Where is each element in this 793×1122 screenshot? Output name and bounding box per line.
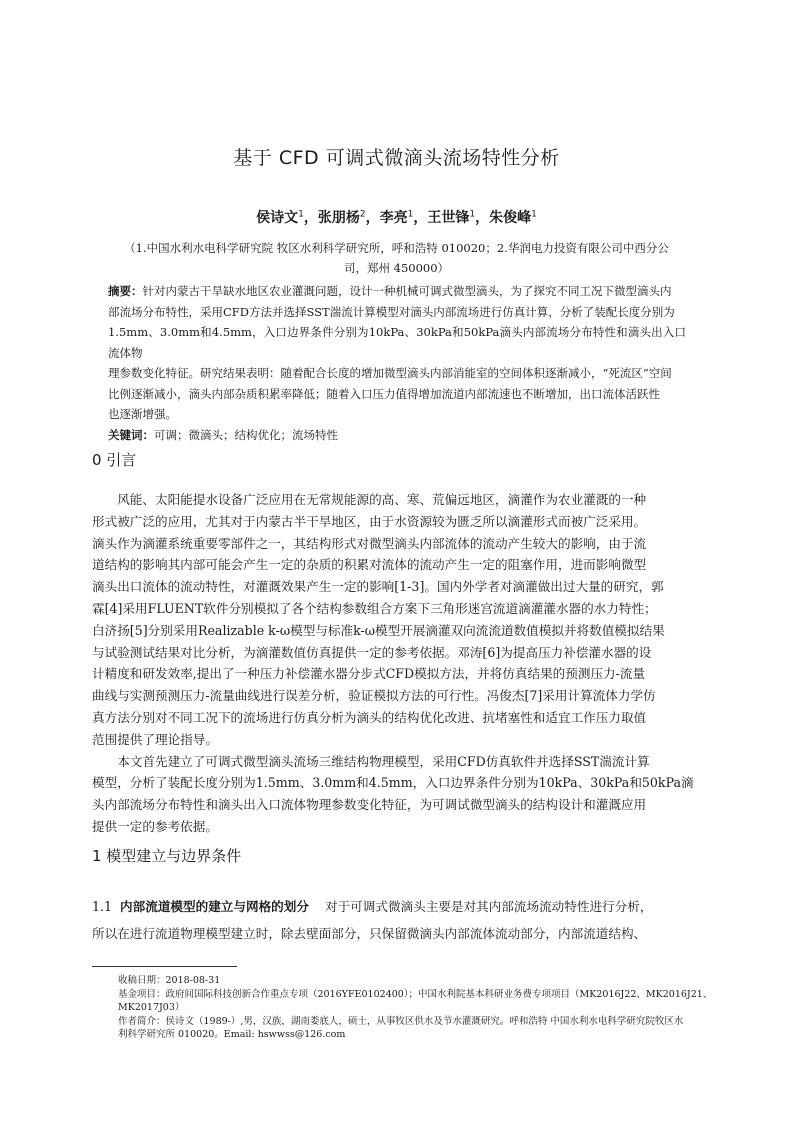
author-affiliation-mark: 1 xyxy=(298,209,304,220)
text-line: 模型，分析了装配长度分别为1.5mm、3.0mm和4.5mm，入口边界条件分别为10kPa、30kPa和50kPa滴 xyxy=(92,775,694,791)
text-line: 头内部流场分布特性和滴头出入口流体物理参数变化特征，为可调试微型滴头的结构设计和灌溉应用 xyxy=(92,797,647,813)
author-name: 侯诗文 xyxy=(256,210,299,226)
keywords-label: 关键词： xyxy=(108,427,154,442)
text-line: 提供一定的参考依据。 xyxy=(92,818,218,834)
affiliation xyxy=(110,238,683,278)
keywords-text: 可调；微滴头；结构优化；流场特性 xyxy=(154,427,338,442)
abstract-line: 1.5mm、3.0mm和4.5mm，入口边界条件分别为10kPa、30kPa和50kPa滴头内部流场分布特性和滴头出入口流体物 xyxy=(108,325,686,360)
section-heading-model: 1 模型建立与边界条件 xyxy=(92,847,242,865)
author-list: 侯诗文$^1$，张朋杨$^2$，李亮$^1$，王世锋$^1$，朱俊峰$^1$ xyxy=(256,209,537,226)
intro-paragraph-1 xyxy=(92,489,702,838)
footnote-received: 收稿日期：2018-08-31 xyxy=(118,975,221,986)
footnote-author-bio-cont: 利科学研究所 010020。Email: hswwss@126.com xyxy=(118,1029,346,1040)
abstract xyxy=(108,281,686,445)
abstract-line: 理参数变化特征。研究结果表明：随着配合长度的增加微型滴头内部消能室的空间体积逐渐减小，“死流区”空间 xyxy=(108,366,672,380)
section-heading-intro: 0 引言 xyxy=(92,451,137,469)
author-name: 朱俊峰 xyxy=(489,210,532,226)
author-name: 王世锋 xyxy=(427,210,470,226)
abstract-line: 针对内蒙古干旱缺水地区农业灌溉问题，设计一种机械可调式微型滴头，为了探究不同工况下微型滴头内 xyxy=(142,284,672,298)
text-line: 滴头出口流体的流动特性，对灌溉效果产生一定的影响[1-3]。国内外学者对滴灌做出过大量的研究，郭 xyxy=(92,579,664,595)
text-line: 所以在进行流道物理模型建立时，除去壁面部分，只保留微滴头内部流体流动部分，内部流道结构、 xyxy=(92,926,647,941)
abstract-line: 部流场分布特性，采用CFD方法并选择SST湍流计算模型对滴头内部流场进行仿真计算，分析了装配长度分别为 xyxy=(108,304,675,319)
author-affiliation-mark: 1 xyxy=(469,209,476,220)
subsection-title: 内部流道模型的建立与网格的划分 xyxy=(120,899,309,914)
text-line: 真方法分别对不同工况下的流场进行仿真分析为滴头的结构优化改进、抗堵塞性和适宜工作压力取值 xyxy=(92,709,647,725)
footnote-funding: 基金项目：政府间国际科技创新合作重点专项（2016YFE0102400）；中国水利院基本科研业务费专项项目（MK2016J22、MK2016J21、 xyxy=(118,988,713,1000)
text-line: 本文首先建立了可调式微型滴头流场三维结构物理模型，采用CFD仿真软件并选择SST湍流计算 xyxy=(117,753,650,769)
author-name: 张朋杨 xyxy=(317,210,360,226)
text-line: 形式被广泛的应用，尤其对于内蒙古半干旱地区，由于水资源较为匮乏所以滴灌形式而被广泛采用。 xyxy=(92,513,647,529)
keywords xyxy=(108,425,686,446)
footnote-funding-cont: MK2017J03） xyxy=(118,1002,185,1013)
abstract-label: 摘要： xyxy=(108,284,143,298)
author-name: 李亮 xyxy=(379,210,408,226)
author-affiliation-mark: 2 xyxy=(359,209,366,220)
author-affiliation-mark: 1 xyxy=(407,209,414,220)
text-line: 曲线与实测预测压力-流量曲线进行误差分析，验证模拟方法的可行性。冯俊杰[7]采用计算流体力学仿 xyxy=(92,688,656,704)
text-line: 风能、太阳能提水设备广泛应用在无常规能源的高、寒、荒偏远地区，滴灌作为农业灌溉的一种 xyxy=(117,492,647,507)
subsection-number: 1.1 xyxy=(92,899,113,914)
affiliation-line: （1.中国水利水电科学研究院 牧区水利科学研究所，呼和浩特 010020；2.华润电力投资有限公司中西分公 xyxy=(124,241,669,255)
text-line: 道结构的影响其内部可能会产生一定的杂质的积累对流体的流动产生一定的阻塞作用，进而影响微型 xyxy=(92,557,647,573)
footnote-divider xyxy=(92,966,237,967)
text-line: 白济扬[5]分别采用Realizable k-ω模型与标准k-ω模型开展滴灌双向流流道数值模拟并将数值模拟结果 xyxy=(92,622,665,638)
footnote-author-bio: 作者简介：侯诗文（1989-）,男，汉族，湖南娄底人，硕士，从事牧区供水及节水灌溉研究。呼和浩特 中国水利水电科学研究院牧区水 xyxy=(118,1015,684,1027)
author-affiliation-mark: 1 xyxy=(531,209,537,220)
affiliation-line: 司，郑州 450000） xyxy=(343,261,450,275)
footnotes xyxy=(118,974,718,1042)
paper-title: 基于 CFD 可调式微滴头流场特性分析 xyxy=(233,147,560,169)
subsection-1-1 xyxy=(92,893,702,947)
text-line: 范围提供了理论指导。 xyxy=(92,731,218,747)
abstract-line: 比例逐渐减小，滴头内部杂质积累率降低；随着入口压力值得增加流道内部流速也不断增加，出口流体活跃性 xyxy=(108,386,660,401)
text-line: 滴头作为滴灌系统重要零部件之一，其结构形式对微型滴头内部流体的流动产生较大的影响，由于流 xyxy=(92,535,647,551)
text-line: 与试验测试结果对比分析，为滴灌数值仿真提供一定的参考依据。邓涛[6]为提高压力补偿灌水器的设 xyxy=(92,644,652,660)
text-line: 计精度和研发效率,提出了一种压力补偿灌水器分步式CFD模拟方法，并将仿真结果的预测压力-流量 xyxy=(92,666,646,682)
text-line: 霖[4]采用FLUENT软件分别模拟了各个结构参数组合方案下三角形迷宫流道滴灌灌水器的水力特性； xyxy=(92,600,657,616)
text-line: 对于可调式微滴头主要是对其内部流场流动特性进行分析， xyxy=(324,899,653,914)
abstract-line: 也逐渐增强。 xyxy=(108,407,177,421)
